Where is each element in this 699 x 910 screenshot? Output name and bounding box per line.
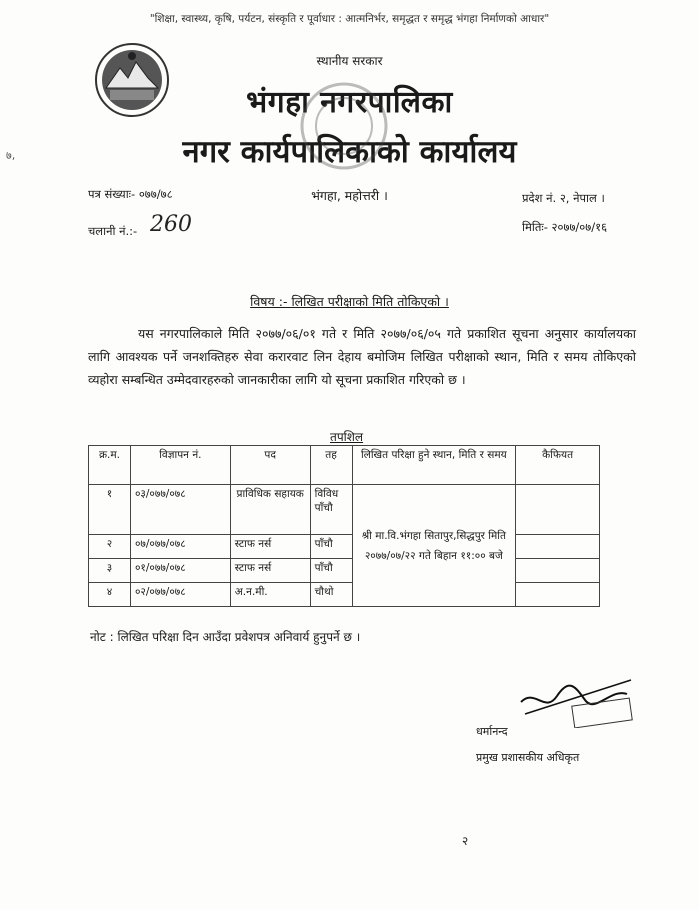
cell-remarks	[516, 559, 600, 583]
margin-mark: ७,	[6, 149, 16, 162]
location: भंगहा, महोत्तरी ।	[311, 188, 388, 203]
header-remarks: कैफियत	[516, 446, 600, 485]
subject: विषय :- लिखित परीक्षाको मिति तोकिएको ।	[250, 294, 449, 309]
exam-schedule-table	[88, 445, 600, 607]
header-venue: लिखित परिक्षा हुने स्थान, मिति र समय	[352, 446, 516, 485]
dispatch-number: 260	[150, 212, 192, 237]
letter-date: मितिः- २०७७/०७/१६	[522, 220, 608, 234]
cell-post: प्राविधिक सहायक	[230, 485, 310, 535]
page-mark: २	[462, 834, 469, 848]
municipality-name: भंगहा नगरपालिका	[246, 85, 453, 120]
table-header-row	[89, 446, 600, 485]
cell-post: स्टाफ नर्स	[230, 535, 310, 559]
local-government-label: स्थानीय सरकार	[316, 54, 383, 68]
table-row	[89, 583, 600, 607]
letter-number: पत्र संख्याः- ०७७/७८	[88, 187, 173, 201]
cell-level: पाँचौ	[310, 535, 352, 559]
cell-adv: ०२/०७७/०७८	[130, 583, 230, 607]
province-label: प्रदेश नं. २, नेपाल ।	[522, 191, 605, 205]
dispatch-label: चलानी नं.:-	[88, 224, 138, 238]
office-stamp-icon	[296, 78, 392, 174]
cell-sn: ३	[89, 559, 131, 583]
cell-level: चौथो	[310, 583, 352, 607]
cell-sn: १	[89, 485, 131, 535]
table-row	[89, 535, 600, 559]
cell-adv: ०७/०७७/०७८	[130, 535, 230, 559]
cell-post: स्टाफ नर्स	[230, 559, 310, 583]
cell-venue: श्री मा.वि.भंगहा सितापुर,सिद्धपुर मिति २०७७/०७/२२ गते बिहान ११:०० बजे	[352, 485, 516, 607]
table-title: तपशिल	[330, 430, 364, 444]
cell-remarks	[516, 485, 600, 535]
note: नोट : लिखित परिक्षा दिन आउँदा प्रवेशपत्र अनिवार्य हुनुपर्ने छ ।	[90, 630, 361, 644]
cell-sn: ४	[89, 583, 131, 607]
signatory-title: प्रमुख प्रशासकीय अधिकृत	[476, 751, 580, 764]
header-adv: विज्ञापन नं.	[130, 446, 230, 485]
table-row	[89, 559, 600, 583]
cell-post: अ.न.मी.	[230, 583, 310, 607]
header-level: तह	[310, 446, 352, 485]
signatory-name: धर्मानन्द	[476, 725, 508, 738]
cell-level: विविध पाँचौ	[310, 485, 352, 535]
header-sn: क्र.म.	[89, 446, 131, 485]
cell-remarks	[516, 535, 600, 559]
cell-level: पाँचौ	[310, 559, 352, 583]
motto: "शिक्षा, स्वास्थ्य, कृषि, पर्यटन, संस्कृति र पूर्वाधार : आत्मनिर्भर, समृद्धत र समृद्ध भंगहा निर्माणको आधार"	[149, 13, 550, 25]
table-row	[89, 485, 600, 535]
cell-adv: ०१/०७७/०७८	[130, 559, 230, 583]
handwritten-signature-icon	[515, 668, 635, 728]
notice-body: यस नगरपालिकाले मिति २०७७/०६/०१ गते र मिति २०७७/०६/०५ गते प्रकाशित सूचना अनुसार कार्यालयका लागि आवश्यक पर्ने जनशक्तिहरु सेवा करारवाट लिन देहाय बमोजिम लिखित परीक्षाको स्थान, मिति र समय तोकिएको व्यहोरा सम्बन्धित उम्मेदवारहरुको जानकारीका लागि यो सूचना प्रकाशित गरिएको छ ।	[88, 326, 636, 387]
cell-adv: ०३/०७७/०७८	[130, 485, 230, 535]
office-name: नगर कार्यपालिकाको कार्यालय	[182, 134, 517, 170]
cell-remarks	[516, 583, 600, 607]
cell-sn: २	[89, 535, 131, 559]
header-post: पद	[230, 446, 310, 485]
